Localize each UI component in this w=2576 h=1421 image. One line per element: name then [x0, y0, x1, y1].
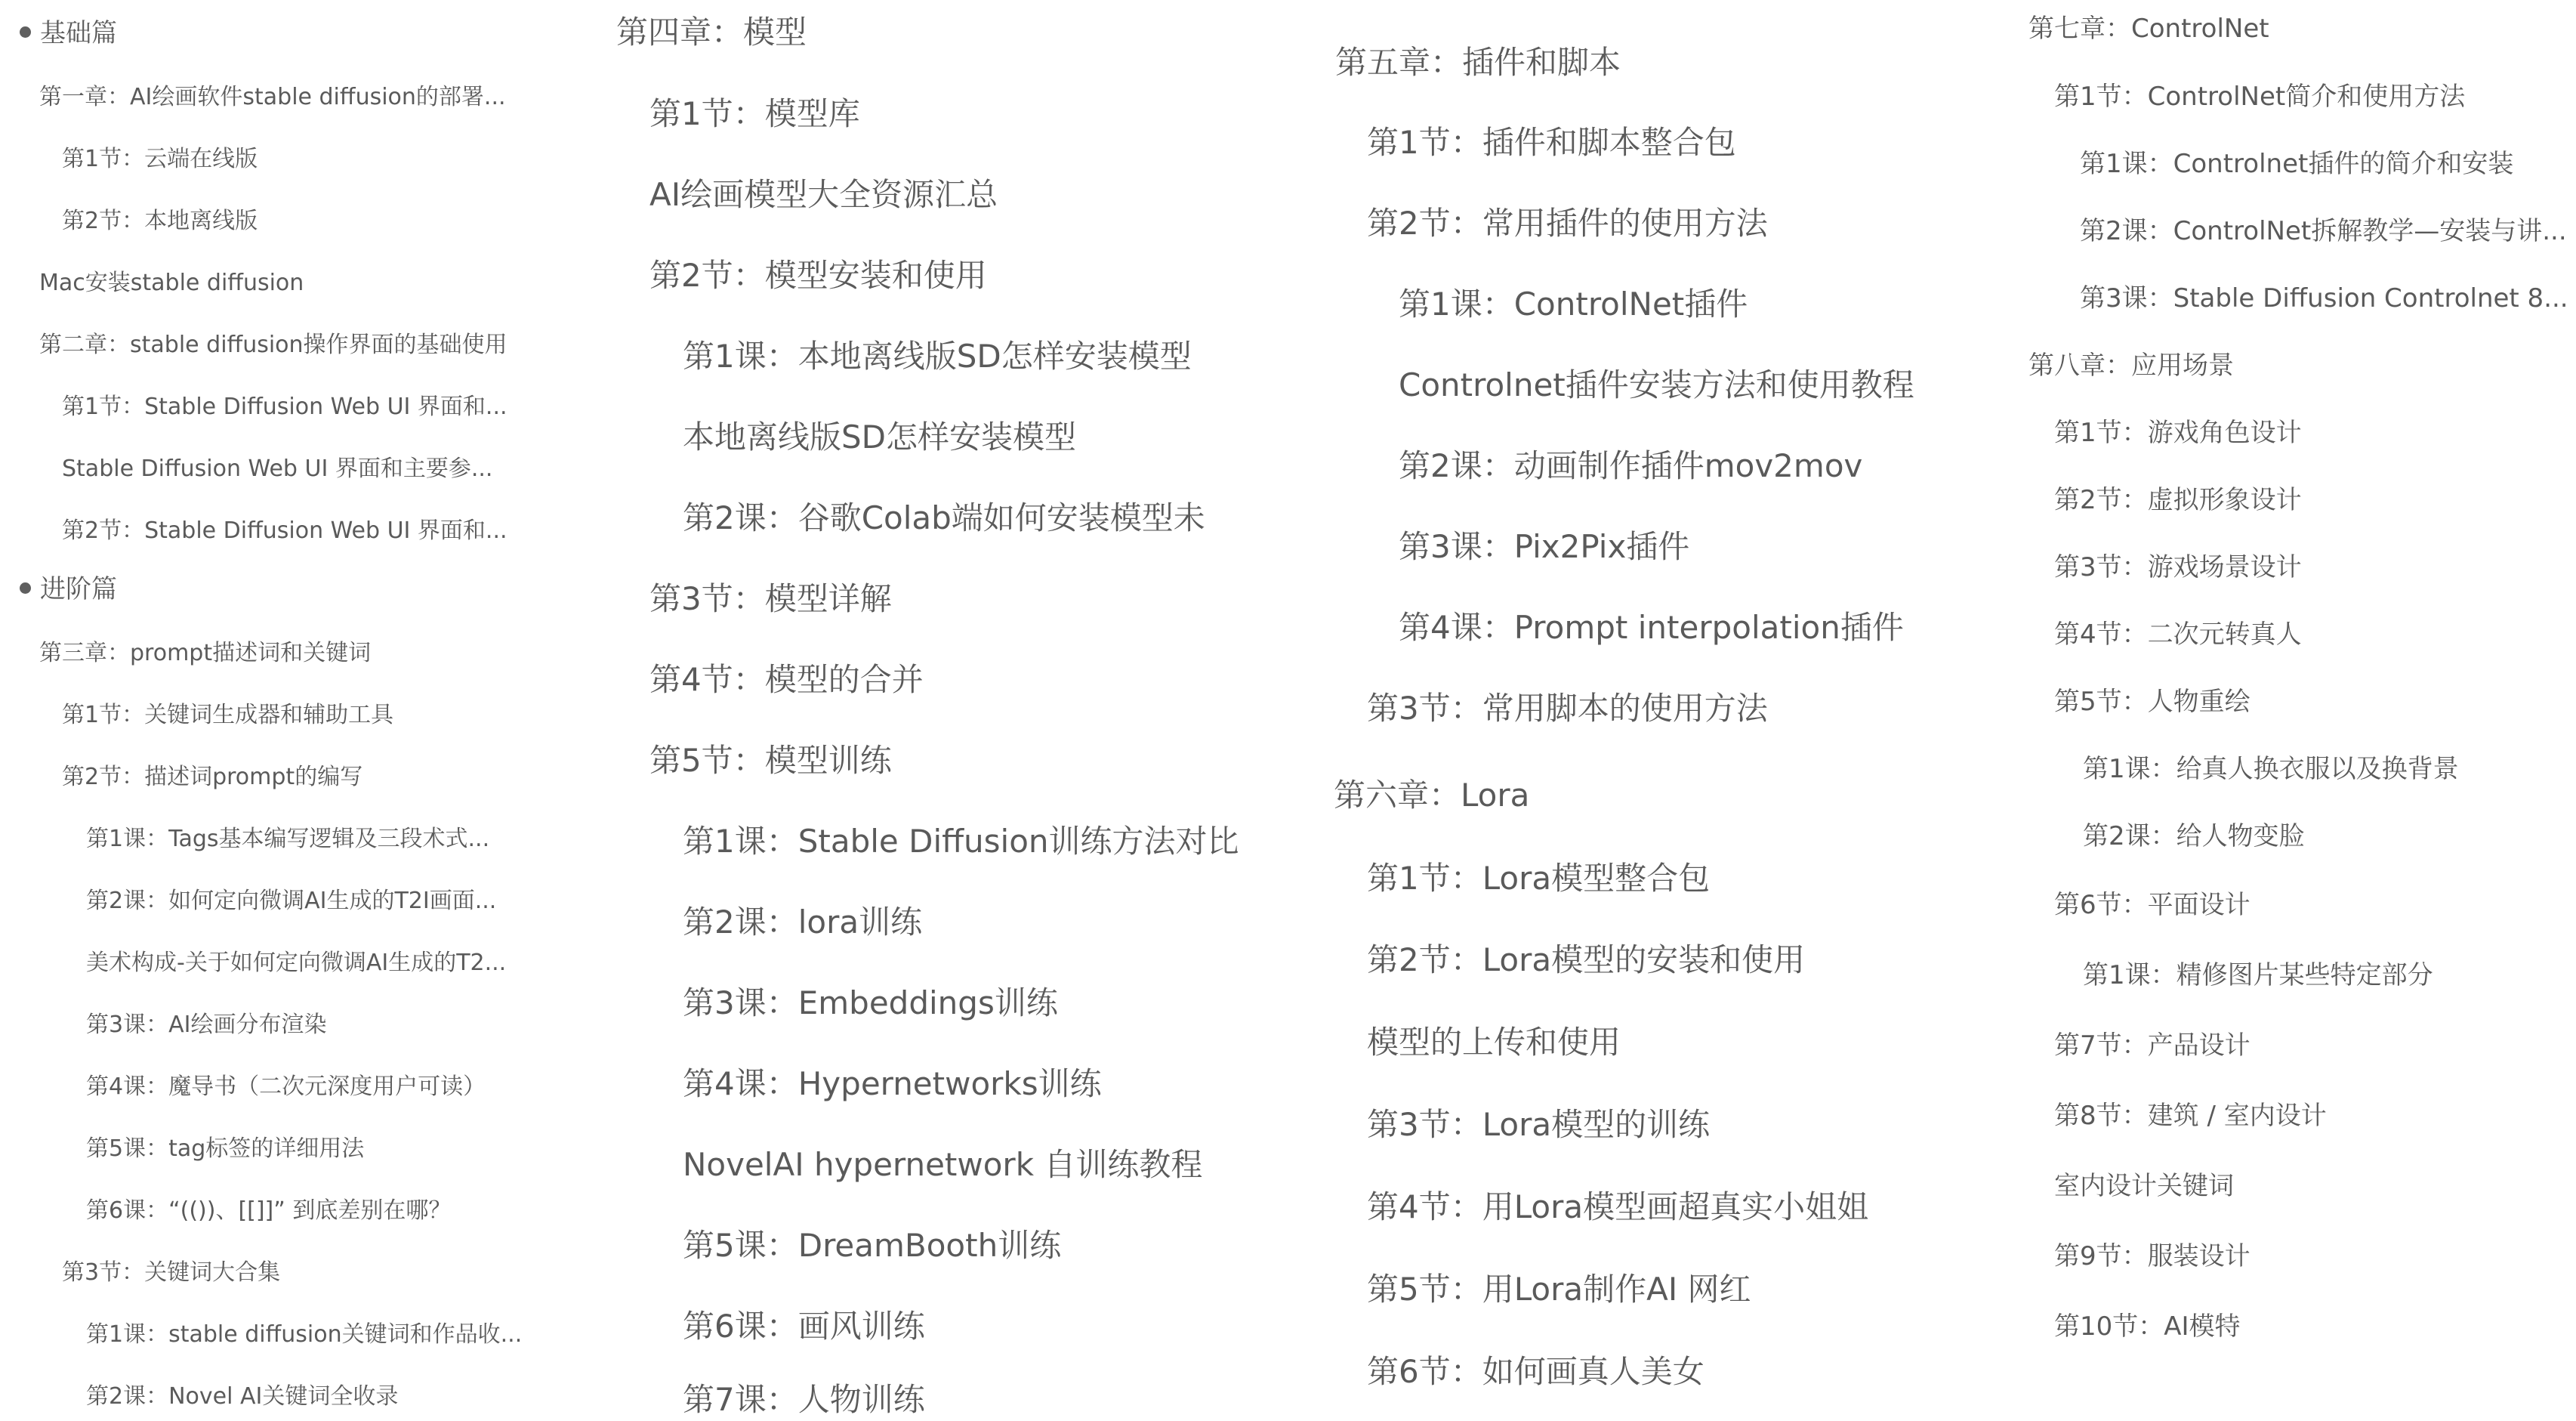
outline-item[interactable]: 第1节：ControlNet简介和使用方法 [2054, 83, 2466, 112]
outline-item[interactable]: 第7节：产品设计 [2054, 1032, 2251, 1061]
outline-item[interactable]: 第2节：本地离线版 [62, 209, 258, 233]
outline-item[interactable]: 第1课：给真人换衣服以及换背景 [2083, 755, 2459, 784]
outline-item[interactable]: 第1课：stable diffusion关键词和作品收... [86, 1322, 523, 1347]
outline-item[interactable]: 第2课：如何定向微调AI生成的T2I画面... [86, 888, 497, 913]
outline-item[interactable]: 第1课：Tags基本编写逻辑及三段术式... [86, 826, 490, 851]
outline-item[interactable]: 第9节：服装设计 [2054, 1243, 2251, 1271]
outline-item[interactable]: 第1节：模型库 [649, 97, 860, 132]
outline-item[interactable]: 第一章：AI绘画软件stable diffusion的部署... [39, 85, 506, 110]
outline-item[interactable]: 第4节：模型的合并 [649, 663, 924, 698]
outline-item[interactable]: 第1课：精修图片某些特定部分 [2083, 962, 2433, 990]
outline-item[interactable]: 第1课：Controlnet插件的简介和安装 [2080, 150, 2514, 179]
outline-item[interactable]: 第二章：stable diffusion操作界面的基础使用 [39, 332, 507, 357]
outline-item[interactable]: 模型的上传和使用 [1367, 1025, 1621, 1061]
outline-item[interactable]: 第2课：Novel AI关键词全收录 [86, 1384, 399, 1409]
outline-item[interactable]: 第3节：关键词大合集 [62, 1260, 281, 1285]
outline-chapter-title[interactable]: 第八章：应用场景 [2028, 352, 2234, 381]
outline-item[interactable]: 第7课：人物训练 [683, 1382, 925, 1418]
outline-item[interactable]: 第4课：Hypernetworks训练 [683, 1067, 1102, 1102]
outline-column-2 [604, 0, 1284, 1421]
outline-item[interactable]: 第2课：lora训练 [683, 905, 923, 941]
outline-chapter-title[interactable]: 第七章：ControlNet [2028, 15, 2269, 44]
outline-item[interactable]: 第1节：游戏角色设计 [2054, 419, 2302, 448]
outline-item[interactable]: 第2节：虚拟形象设计 [2054, 487, 2302, 515]
outline-item[interactable]: 第2节：Stable Diffusion Web UI 界面和... [62, 518, 507, 543]
outline-item[interactable]: 第3节：常用脚本的使用方法 [1367, 691, 1768, 727]
outline-item[interactable]: Controlnet插件安装方法和使用教程 [1399, 368, 1914, 403]
outline-section-advanced[interactable]: 进阶篇 [20, 576, 117, 604]
outline-item[interactable]: 第6节：平面设计 [2054, 891, 2251, 920]
outline-item[interactable]: 第2节：常用插件的使用方法 [1367, 206, 1768, 242]
outline-item[interactable]: 本地离线版SD怎样安装模型 [683, 420, 1077, 456]
outline-item[interactable]: 第三章：prompt描述词和关键词 [39, 641, 372, 666]
outline-item[interactable]: 第4课：魔导书（二次元深度用户可读） [86, 1074, 486, 1099]
outline-chapter-title[interactable]: 第六章：Lora [1334, 778, 1530, 814]
outline-item[interactable]: 第5课：tag标签的详细用法 [86, 1136, 365, 1161]
outline-item[interactable]: 第4节：二次元转真人 [2054, 621, 2302, 650]
outline-column-3 [1314, 0, 1994, 1421]
outline-chapter-title[interactable]: 第四章：模型 [616, 15, 807, 51]
outline-item[interactable]: 第6课：画风训练 [683, 1309, 925, 1345]
outline-item[interactable]: 第8节：建筑 / 室内设计 [2054, 1102, 2327, 1131]
outline-item[interactable]: 第1节：云端在线版 [62, 147, 258, 171]
outline-item[interactable]: AI绘画模型大全资源汇总 [649, 178, 998, 213]
outline-item[interactable]: 第3节：Lora模型的训练 [1367, 1107, 1711, 1143]
outline-item[interactable]: 第2节：模型安装和使用 [649, 258, 987, 294]
outline-item[interactable]: 第1节：插件和脚本整合包 [1367, 125, 1736, 161]
outline-item[interactable]: 第6节：如何画真人美女 [1367, 1355, 1704, 1390]
outline-item[interactable]: 第2节：描述词prompt的编写 [62, 765, 363, 789]
outline-item[interactable]: 第2课：给人物变脸 [2083, 823, 2305, 851]
outline-item[interactable]: 美术构成-关于如何定向微调AI生成的T2... [86, 950, 507, 975]
outline-item[interactable]: 第1节：Stable Diffusion Web UI 界面和... [62, 394, 507, 419]
outline-item[interactable]: 第2课：ControlNet拆解教学—安装与讲... [2080, 218, 2567, 246]
outline-item[interactable]: 第6课：“(())、[[]]” 到底差别在哪？ [86, 1198, 452, 1223]
outline-item[interactable]: 第10节：AI模特 [2054, 1313, 2241, 1342]
outline-item[interactable]: 第4课：Prompt interpolation插件 [1399, 610, 1904, 646]
outline-item[interactable]: 室内设计关键词 [2054, 1172, 2234, 1201]
outline-section-basics[interactable]: 基础篇 [20, 20, 117, 48]
outline-item[interactable]: 第1节：关键词生成器和辅助工具 [62, 703, 394, 727]
outline-item[interactable]: 第5节：模型训练 [649, 743, 892, 779]
outline-item[interactable]: 第1节：Lora模型整合包 [1367, 861, 1711, 897]
bullet-dot-icon [20, 582, 31, 594]
outline-item[interactable]: Stable Diffusion Web UI 界面和主要参... [62, 456, 493, 481]
outline-item[interactable]: 第3课：Stable Diffusion Controlnet 8... [2080, 285, 2568, 314]
outline-item[interactable]: 第3节：模型详解 [649, 582, 892, 617]
outline-item[interactable]: 第3课：Pix2Pix插件 [1399, 530, 1690, 565]
outline-item[interactable]: 第3课：Embeddings训练 [683, 986, 1058, 1021]
outline-item[interactable]: 第2课：动画制作插件mov2mov [1399, 449, 1863, 484]
outline-item[interactable]: 第3课：AI绘画分布渲染 [86, 1012, 327, 1037]
outline-item[interactable]: 第1课：本地离线版SD怎样安装模型 [683, 339, 1192, 375]
outline-item[interactable]: 第5节：人物重绘 [2054, 688, 2251, 717]
outline-item[interactable]: 第1课：Stable Diffusion训练方法对比 [683, 824, 1239, 860]
outline-column-1 [0, 0, 589, 1421]
bullet-dot-icon [20, 26, 31, 38]
outline-chapter-title[interactable]: 第五章：插件和脚本 [1335, 45, 1621, 81]
outline-item[interactable]: 第4节：用Lora模型画超真实小姐姐 [1367, 1190, 1869, 1225]
outline-item[interactable]: 第5课：DreamBooth训练 [683, 1228, 1062, 1264]
outline-item[interactable]: 第3节：游戏场景设计 [2054, 554, 2302, 582]
outline-item[interactable]: 第5节：用Lora制作AI 网红 [1367, 1272, 1751, 1308]
outline-item[interactable]: 第2课：谷歌Colab端如何安装模型未 [683, 501, 1205, 536]
outline-item[interactable]: 第2节：Lora模型的安装和使用 [1367, 943, 1806, 978]
outline-item[interactable]: Mac安装stable diffusion [39, 270, 304, 295]
outline-column-4 [2024, 0, 2576, 1421]
outline-item[interactable]: NovelAI hypernetwork 自训练教程 [683, 1148, 1203, 1183]
outline-item[interactable]: 第1课：ControlNet插件 [1399, 287, 1748, 323]
